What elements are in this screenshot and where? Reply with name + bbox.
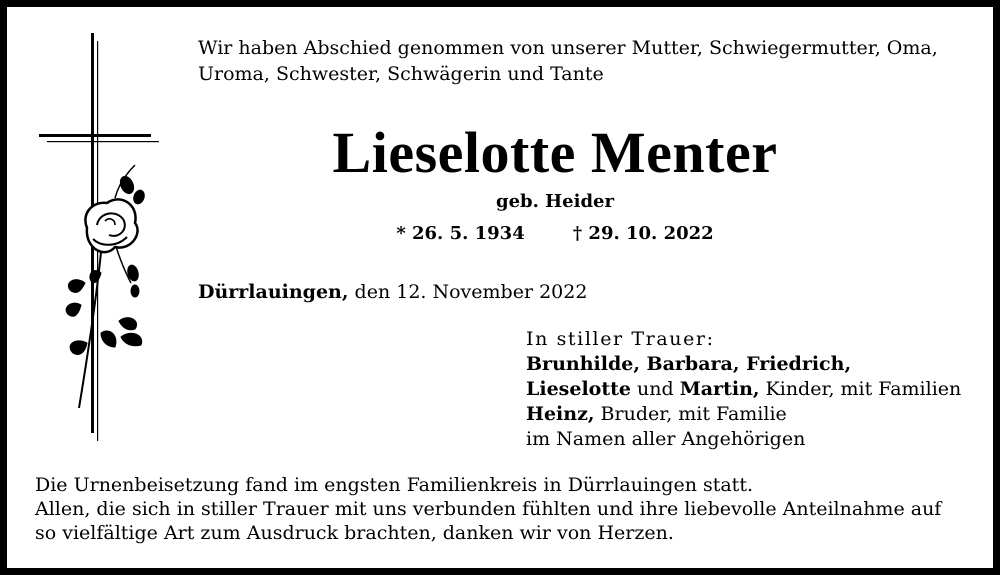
conjunction: und: [637, 378, 674, 400]
mourners-line-2: [526, 377, 961, 402]
mourners-line-4: im Namen aller Angehörigen: [526, 428, 806, 450]
mourner-martin: Martin,: [679, 378, 760, 400]
intro-text: Wir haben Abschied genommen von unserer Mutter, Schwiegermutter, Oma, Uroma, Schwester, Schwägerin und Tante: [198, 37, 938, 85]
death-date: † 29. 10. 2022: [572, 223, 714, 244]
closing-line-2: Allen, die sich in stiller Trauer mit uns verbunden fühlten und ihre liebevolle Anteilnahme auf: [35, 498, 942, 520]
closing-line-1: Die Urnenbeisetzung fand im engsten Familienkreis in Dürrlauingen statt.: [35, 474, 753, 496]
closing-text: [35, 473, 941, 545]
mourners-heading: In stiller Trauer:: [526, 328, 715, 350]
mourner-lieselotte: Lieselotte: [526, 378, 631, 400]
mourners-block: [526, 327, 961, 452]
mourners-line-3: [526, 402, 961, 427]
maiden-name: geb. Heider: [496, 191, 614, 212]
deceased-name: Lieselotte Menter: [332, 120, 778, 185]
town: Dürrlauingen,: [198, 281, 349, 303]
relation-brother: Bruder, mit Familie: [600, 403, 787, 425]
mourners-children: Brunhilde, Barbara, Friedrich,: [526, 353, 852, 375]
closing-line-3: so vielfältige Art zum Ausdruck brachten, danken wir von Herzen.: [35, 522, 674, 544]
life-dates: [7, 223, 993, 244]
publication-date: den 12. November 2022: [354, 281, 588, 303]
mourner-heinz: Heinz,: [526, 403, 595, 425]
mourners-line-1: [526, 352, 961, 377]
relation-children: Kinder, mit Familien: [765, 378, 962, 400]
place-and-date: [198, 281, 587, 303]
birth-date: * 26. 5. 1934: [396, 223, 525, 244]
